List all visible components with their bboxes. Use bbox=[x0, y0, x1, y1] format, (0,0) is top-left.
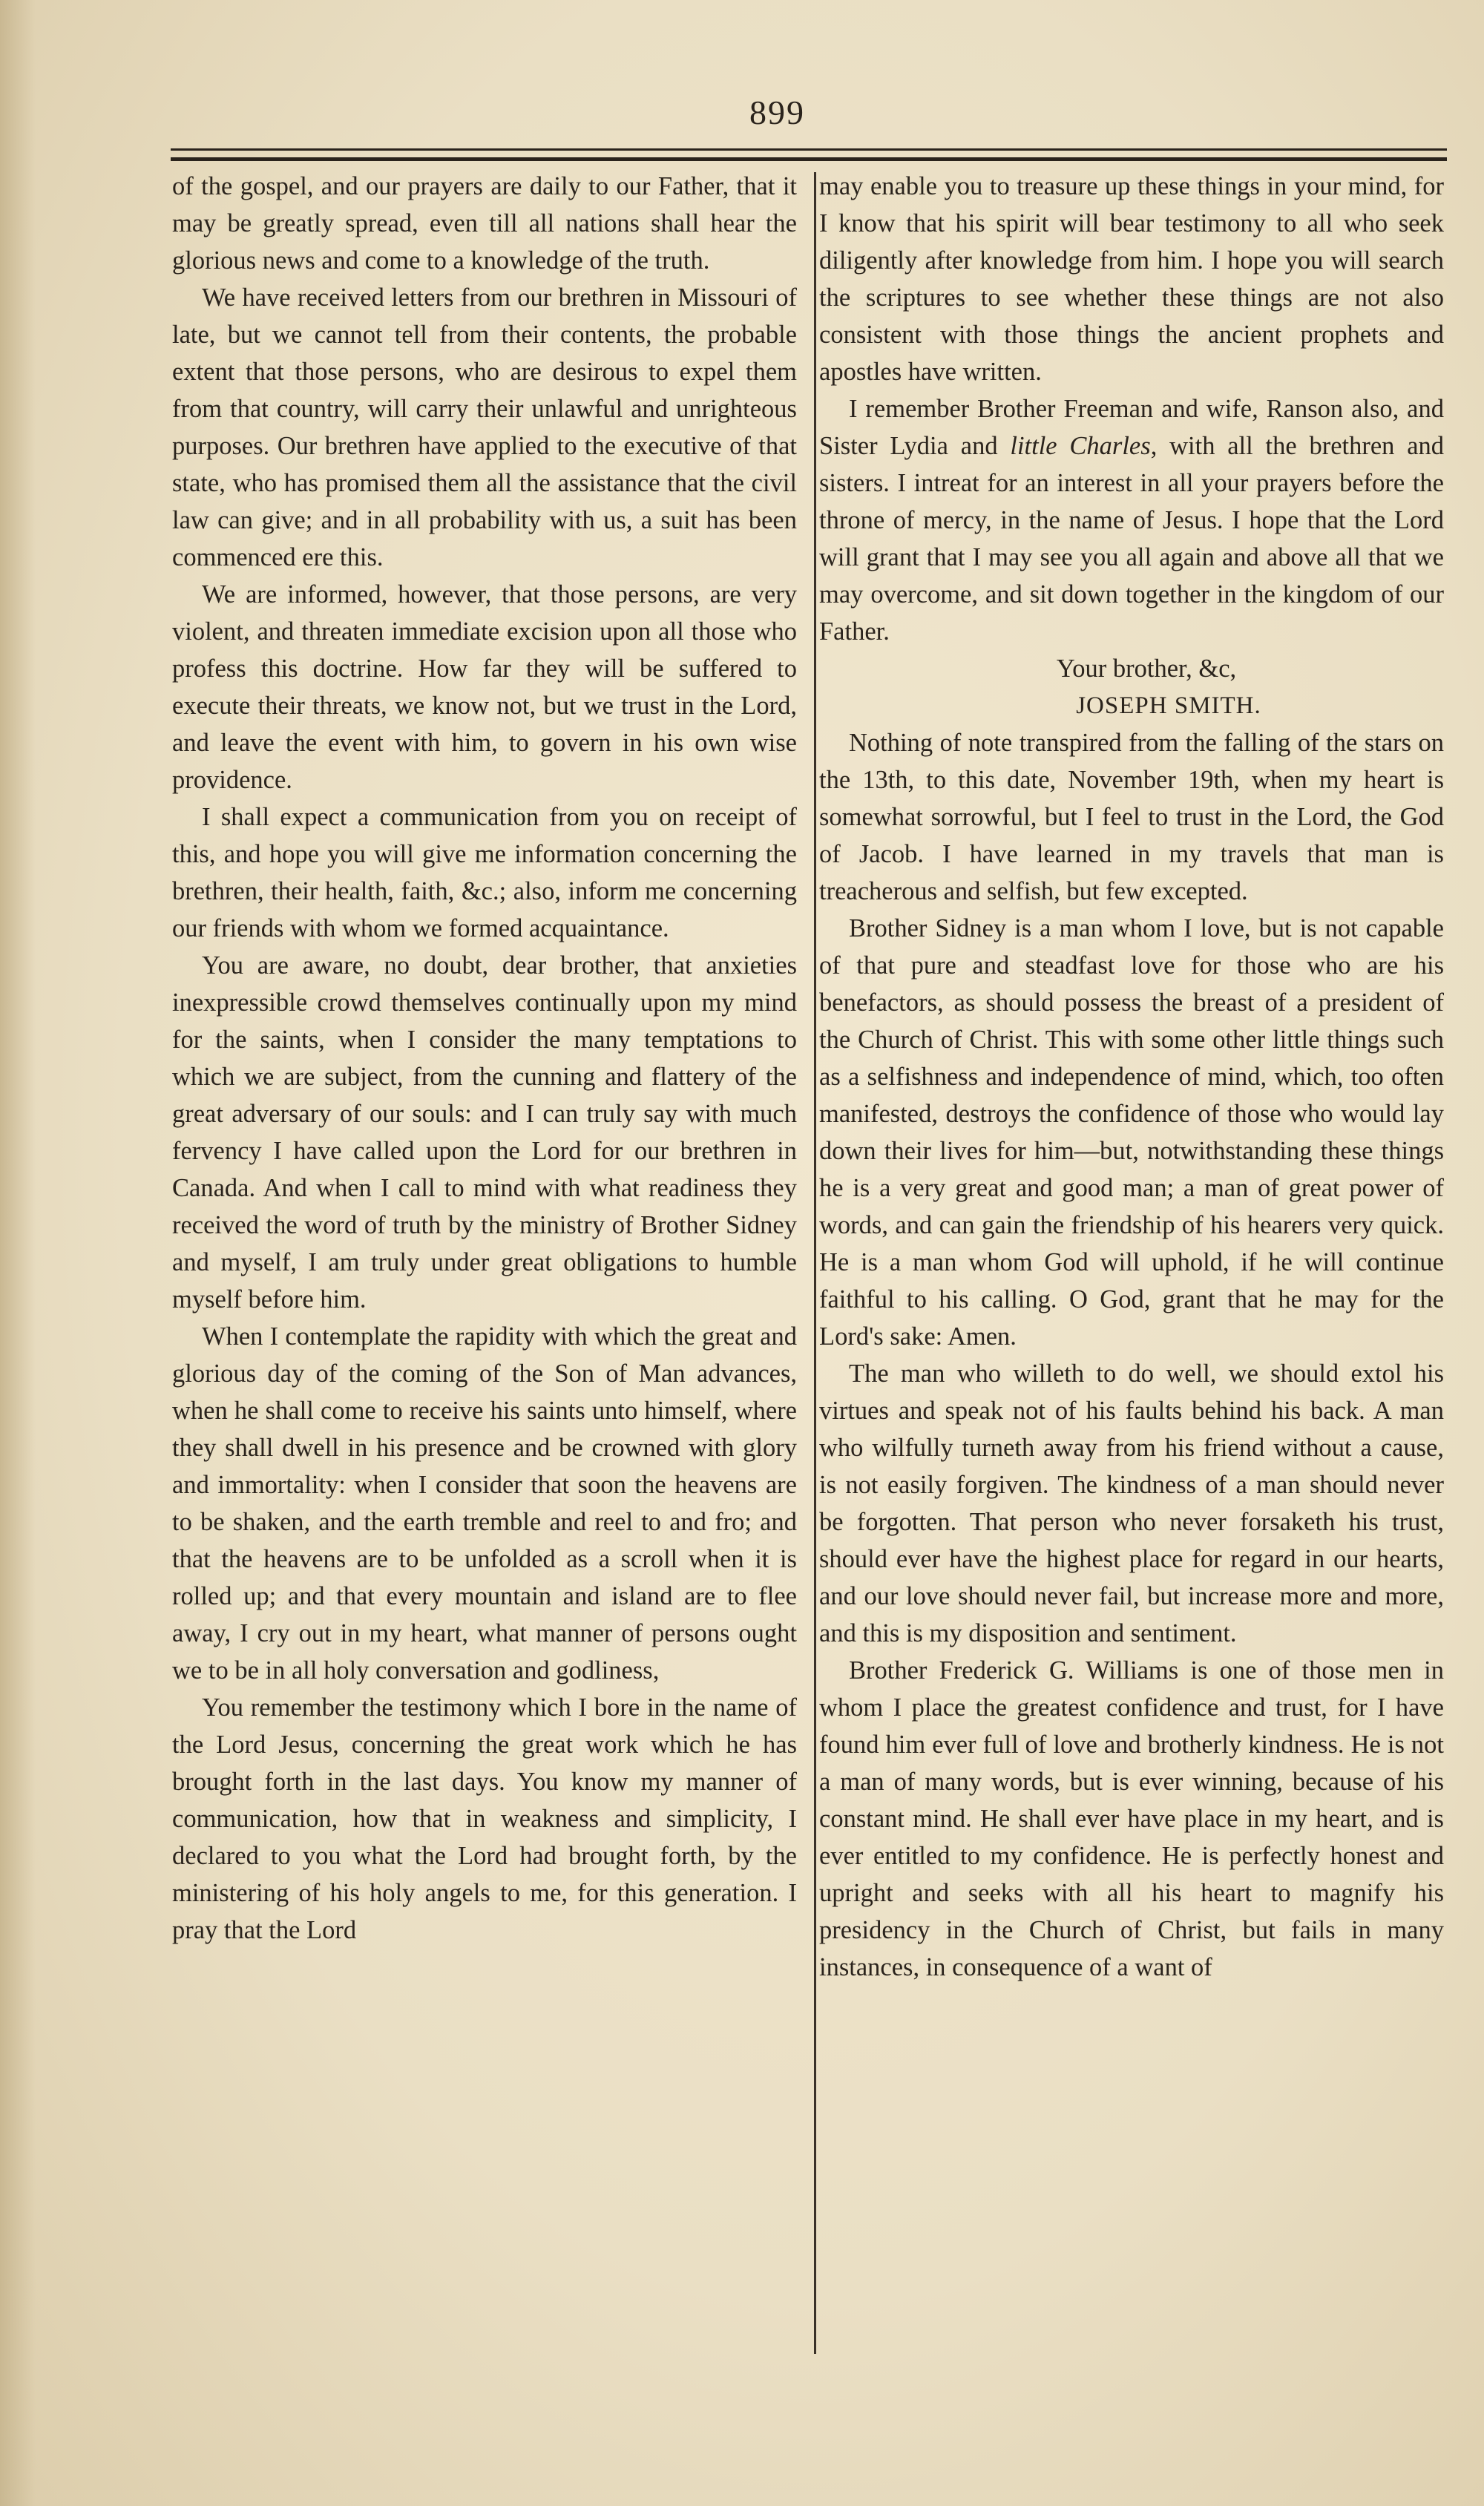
paragraph: of the gospel, and our prayers are daily to our Father, that it may be greatly spread, even till all nations shall hear the glorious news and come to a knowledge of the truth. bbox=[172, 172, 797, 275]
italic-text: little Charles bbox=[1010, 432, 1151, 460]
paragraph: You are aware, no doubt, dear brother, that anxieties inexpressible crowd themselves continually upon my mind for the saints, when I consider the many temptations to which we are subject, from the cunning and flattery of the great adversary of our souls: and I can truly say with much fervency I have called upon the Lord for our brethren in Canada. And when I call to mind with what readiness they received the word of truth by the ministry of Brother Sidney and myself, I am truly under great obligations to humble myself before him. bbox=[172, 951, 797, 1313]
paragraph: Brother Sidney is a man whom I love, but is not capable of that pure and steadfast love for those who are his benefactors, as should possess the breast of a president of the Church of Christ. This with some other little things such as a selfishness and independence of mind, which, too often manifested, destroys the confidence of those who would lay down their lives for him—but, notwithstanding these things he is a very great and good man; a man of great power of words, and can gain the friendship of his hearers very quick. He is a man whom God will uphold, if he will continue faithful to his calling. O God, grant that he may for the Lord's sake: Amen. bbox=[819, 914, 1444, 1351]
page-number: 899 bbox=[749, 94, 805, 131]
paragraph: I shall expect a communication from you on receipt of this, and hope you will give me information concerning the brethren, their health, faith, &c.; also, inform me concerning our friends with whom we formed acquaintance. bbox=[172, 803, 797, 942]
paragraph: may enable you to treasure up these things in your mind, for I know that his spirit will bear testimony to all who seek diligently after knowledge from him. I hope you will search the scriptures to see whether these things are not also consistent with those things the ancient prophets and apostles have written. bbox=[819, 172, 1444, 386]
paragraph: Brother Frederick G. Williams is one of those men in whom I place the greatest confidence and trust, for I have found him ever full of love and brotherly kindness. He is not a man of many words, but is ever winning, because of his constant mind. He shall ever have place in my heart, and is ever entitled to my confidence. He is perfectly honest and upright and seeks with all his heart to magnify his presidency in the Church of Christ, but fails in many instances, in consequence of a want of bbox=[819, 1656, 1444, 1981]
paragraph: When I contemplate the rapidity with which the great and glorious day of the coming of the Son of Man advances, when he shall come to receive his saints unto himself, where they shall dwell in his presence and be crowned with glory and immortality: when I consider that soon the heavens are to be shaken, and the earth tremble and reel to and fro; and that the heavens are to be unfolded as a scroll when it is rolled up; and that every mountain and island are to flee away, I cry out in my heart, what manner of persons ought we to be in all holy conversation and godliness, bbox=[172, 1322, 797, 1685]
page-edge-shadow bbox=[0, 0, 36, 2506]
text-run: , with all the brethren and sisters. I intreat for an interest in all your prayers before the throne of mercy, in the name of Jesus. I hope that the Lord will grant that I may see you all again and above all that we may overcome, and sit down together in the kingdom of our Father. bbox=[819, 432, 1444, 646]
paragraph: We have received letters from our brethren in Missouri of late, but we cannot tell from their contents, the probable extent that those persons, who are desirous to expel them from that country, will carry their unlawful and unrighteous purposes. Our brethren have applied to the executive of that state, who has promised them all the assistance that the civil law can give; and in all probability with us, a suit has been commenced ere this. bbox=[172, 283, 797, 571]
right-column bbox=[819, 168, 1444, 2364]
paragraph bbox=[819, 390, 1444, 650]
text-run: I remember Brother Freeman and wife, Ranson also, and Sister Lydia and bbox=[819, 395, 1444, 460]
paragraph: The man who willeth to do well, we should extol his virtues and speak not of his faults behind his back. A man who wilfully turneth away from his friend without a cause, is not easily forgiven. The kindness of a man should never be forgotten. That person who never forsaketh his trust, should ever have the highest place for regard in our hearts, and our love should never fail, but increase more and more, and this is my disposition and sentiment. bbox=[819, 1359, 1444, 1647]
header-rule-thick bbox=[171, 157, 1447, 161]
column-divider bbox=[814, 172, 816, 2354]
left-column bbox=[172, 168, 797, 2364]
paragraph: We are informed, however, that those persons, are very violent, and threaten immediate excision upon all those who profess this doctrine. How far they will be suffered to execute their threats, we know not, but we trust in the Lord, and leave the event with him, to govern in his own wise providence. bbox=[172, 580, 797, 794]
letter-signature: JOSEPH SMITH. bbox=[1076, 692, 1261, 719]
paragraph: Nothing of note transpired from the falling of the stars on the 13th, to this date, November 19th, when my heart is somewhat sorrowful, but I feel to trust in the Lord, the God of Jacob. I have learned in my travels that man is treacherous and selfish, but few excepted. bbox=[819, 729, 1444, 905]
letter-closing: Your brother, &c, bbox=[1056, 655, 1237, 683]
paragraph: You remember the testimony which I bore in the name of the Lord Jesus, concerning the great work which he has brought forth in the last days. You know my manner of communication, how that in weakness and simplicity, I declared to you what the Lord had brought forth, by the ministering of his holy angels to me, for this generation. I pray that the Lord bbox=[172, 1693, 797, 1944]
header-rule-thin bbox=[171, 148, 1447, 151]
